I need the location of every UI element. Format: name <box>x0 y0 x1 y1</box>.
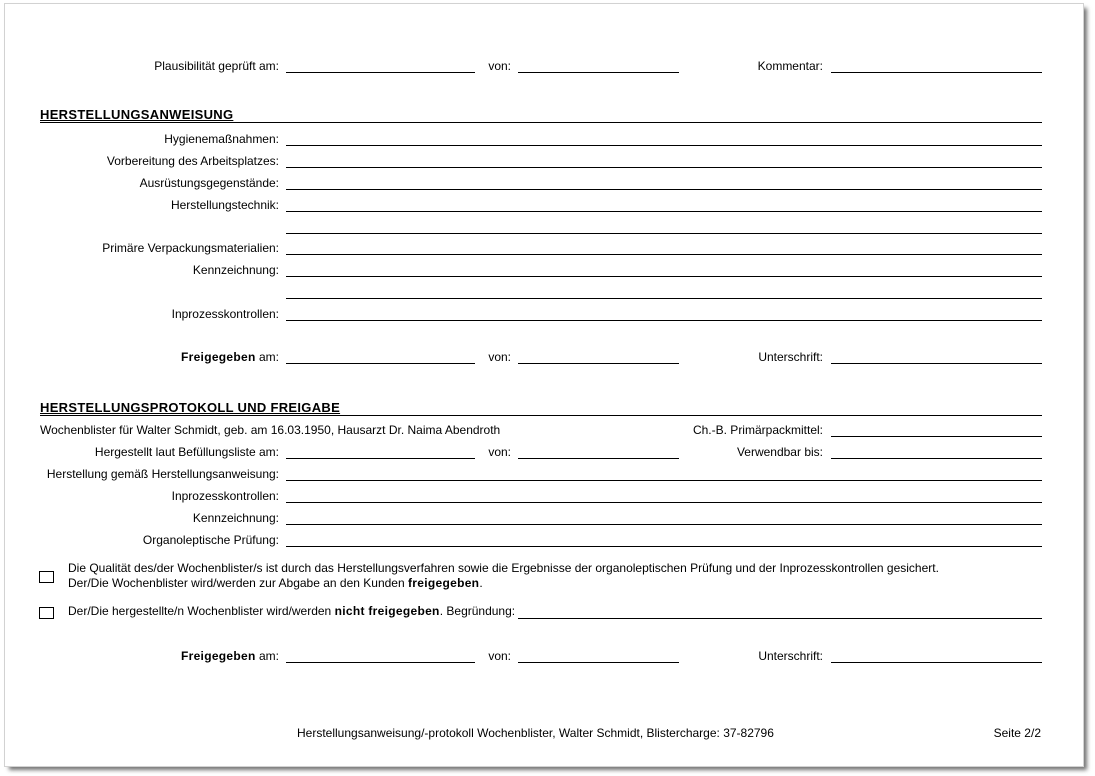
batch-number-label: Ch.-B. Primärpackmittel: <box>692 423 823 437</box>
manufacture-per-instructions-field[interactable] <box>286 467 1042 481</box>
equipment-label: Ausrüstungsgegenstände: <box>139 176 279 190</box>
manufacturing-technique-field-line-2[interactable] <box>286 220 1042 234</box>
release-approve-statement <box>68 561 939 591</box>
labeling-field-line-2[interactable] <box>286 285 1042 299</box>
protocol-labeling-field[interactable] <box>286 511 1042 525</box>
section-heading-instructions-text: HERSTELLUNGSANWEISUNG <box>40 107 234 122</box>
instructions-signature-label: Unterschrift: <box>758 350 823 364</box>
primary-packaging-field[interactable] <box>286 241 1042 255</box>
hygiene-measures-field[interactable] <box>286 132 1042 146</box>
fill-list-date-field[interactable] <box>286 445 475 459</box>
plausibility-check-label: Plausibilität geprüft am: <box>154 59 279 73</box>
manufacturing-technique-field[interactable] <box>286 198 1042 212</box>
protocol-release-by-label: von: <box>488 649 511 663</box>
release-reject-end: . <box>439 604 444 618</box>
manufacturing-technique-label: Herstellungstechnik: <box>170 198 279 212</box>
release-approve-line-2 <box>68 576 939 591</box>
patient-info: Wochenblister für Walter Schmidt, geb. am 16.03.1950, Hausarzt Dr. Naima Abendroth <box>40 423 501 437</box>
plausibility-checker-label: von: <box>488 59 511 73</box>
workplace-preparation-label: Vorbereitung des Arbeitsplatzes: <box>106 154 279 168</box>
protocol-signature-label: Unterschrift: <box>758 649 823 663</box>
organoleptic-test-field[interactable] <box>286 533 1042 547</box>
protocol-release-date-field[interactable] <box>286 649 475 663</box>
release-approve-checkbox[interactable] <box>39 571 54 583</box>
release-approve-line-1: Die Qualität des/der Wochenblister/s ist durch das Herstellungsverfahren sowie die Ergebnisse der organoleptischen Prüfung und der Inprozesskontrollen gesichert. <box>68 561 939 575</box>
release-approve-line-2-text: Der/Die Wochenblister wird/werden zur Abgabe an den Kunden <box>68 576 405 590</box>
workplace-preparation-field[interactable] <box>286 154 1042 168</box>
release-approve-line-2-end: . <box>479 576 483 590</box>
expiry-date-label: Verwendbar bis: <box>736 445 823 459</box>
document-page <box>5 4 1083 766</box>
section-heading-protocol-text: HERSTELLUNGSPROTOKOLL UND FREIGABE <box>40 400 341 415</box>
instructions-release-label-bold: Freigegeben <box>180 350 256 364</box>
in-process-controls-field[interactable] <box>286 307 1042 321</box>
release-reject-bold: nicht freigegeben <box>334 604 440 618</box>
primary-packaging-label: Primäre Verpackungsmaterialien: <box>102 241 279 255</box>
comment-label: Kommentar: <box>757 59 823 73</box>
protocol-signature-field[interactable] <box>831 649 1042 663</box>
plausibility-date-field[interactable] <box>286 59 475 73</box>
section-heading-protocol <box>40 401 1042 416</box>
release-reject-text: Der/Die hergestellte/n Wochenblister wird/werden <box>68 604 332 618</box>
instructions-signature-field[interactable] <box>831 350 1042 364</box>
labeling-field[interactable] <box>286 263 1042 277</box>
manufacture-per-instructions-label: Herstellung gemäß Herstellungsanweisung: <box>46 467 279 481</box>
batch-number-field[interactable] <box>831 423 1042 437</box>
footer-text: Herstellungsanweisung/-protokoll Wochenblister, Walter Schmidt, Blistercharge: 37-82796 <box>297 726 774 740</box>
protocol-release-label-bold: Freigegeben <box>180 649 256 663</box>
page-number: Seite 2/2 <box>993 726 1041 740</box>
fill-list-date-label: Hergestellt laut Befüllungsliste am: <box>94 445 279 459</box>
protocol-in-process-controls-field[interactable] <box>286 489 1042 503</box>
release-reject-statement <box>68 604 515 618</box>
protocol-release-label <box>0 649 279 663</box>
comment-field[interactable] <box>831 59 1042 73</box>
instructions-release-label <box>0 350 279 364</box>
section-heading-instructions <box>40 108 1042 123</box>
fill-list-by-label: von: <box>488 445 511 459</box>
expiry-date-field[interactable] <box>831 445 1042 459</box>
hygiene-measures-label: Hygienemaßnahmen: <box>164 132 279 146</box>
release-approve-line-2-bold: freigegeben <box>408 576 480 590</box>
rejection-reason-field[interactable] <box>518 605 1042 619</box>
organoleptic-test-label: Organoleptische Prüfung: <box>142 533 279 547</box>
protocol-release-label-rest: am: <box>258 649 279 663</box>
equipment-field[interactable] <box>286 176 1042 190</box>
protocol-labeling-label: Kennzeichnung: <box>192 511 279 525</box>
in-process-controls-label: Inprozesskontrollen: <box>171 307 279 321</box>
rejection-reason-label: Begründung: <box>446 604 516 618</box>
labeling-label: Kennzeichnung: <box>192 263 279 277</box>
instructions-release-by-label: von: <box>488 350 511 364</box>
instructions-release-label-rest: am: <box>258 350 279 364</box>
release-reject-checkbox[interactable] <box>39 607 54 619</box>
instructions-release-date-field[interactable] <box>286 350 475 364</box>
protocol-in-process-controls-label: Inprozesskontrollen: <box>171 489 279 503</box>
